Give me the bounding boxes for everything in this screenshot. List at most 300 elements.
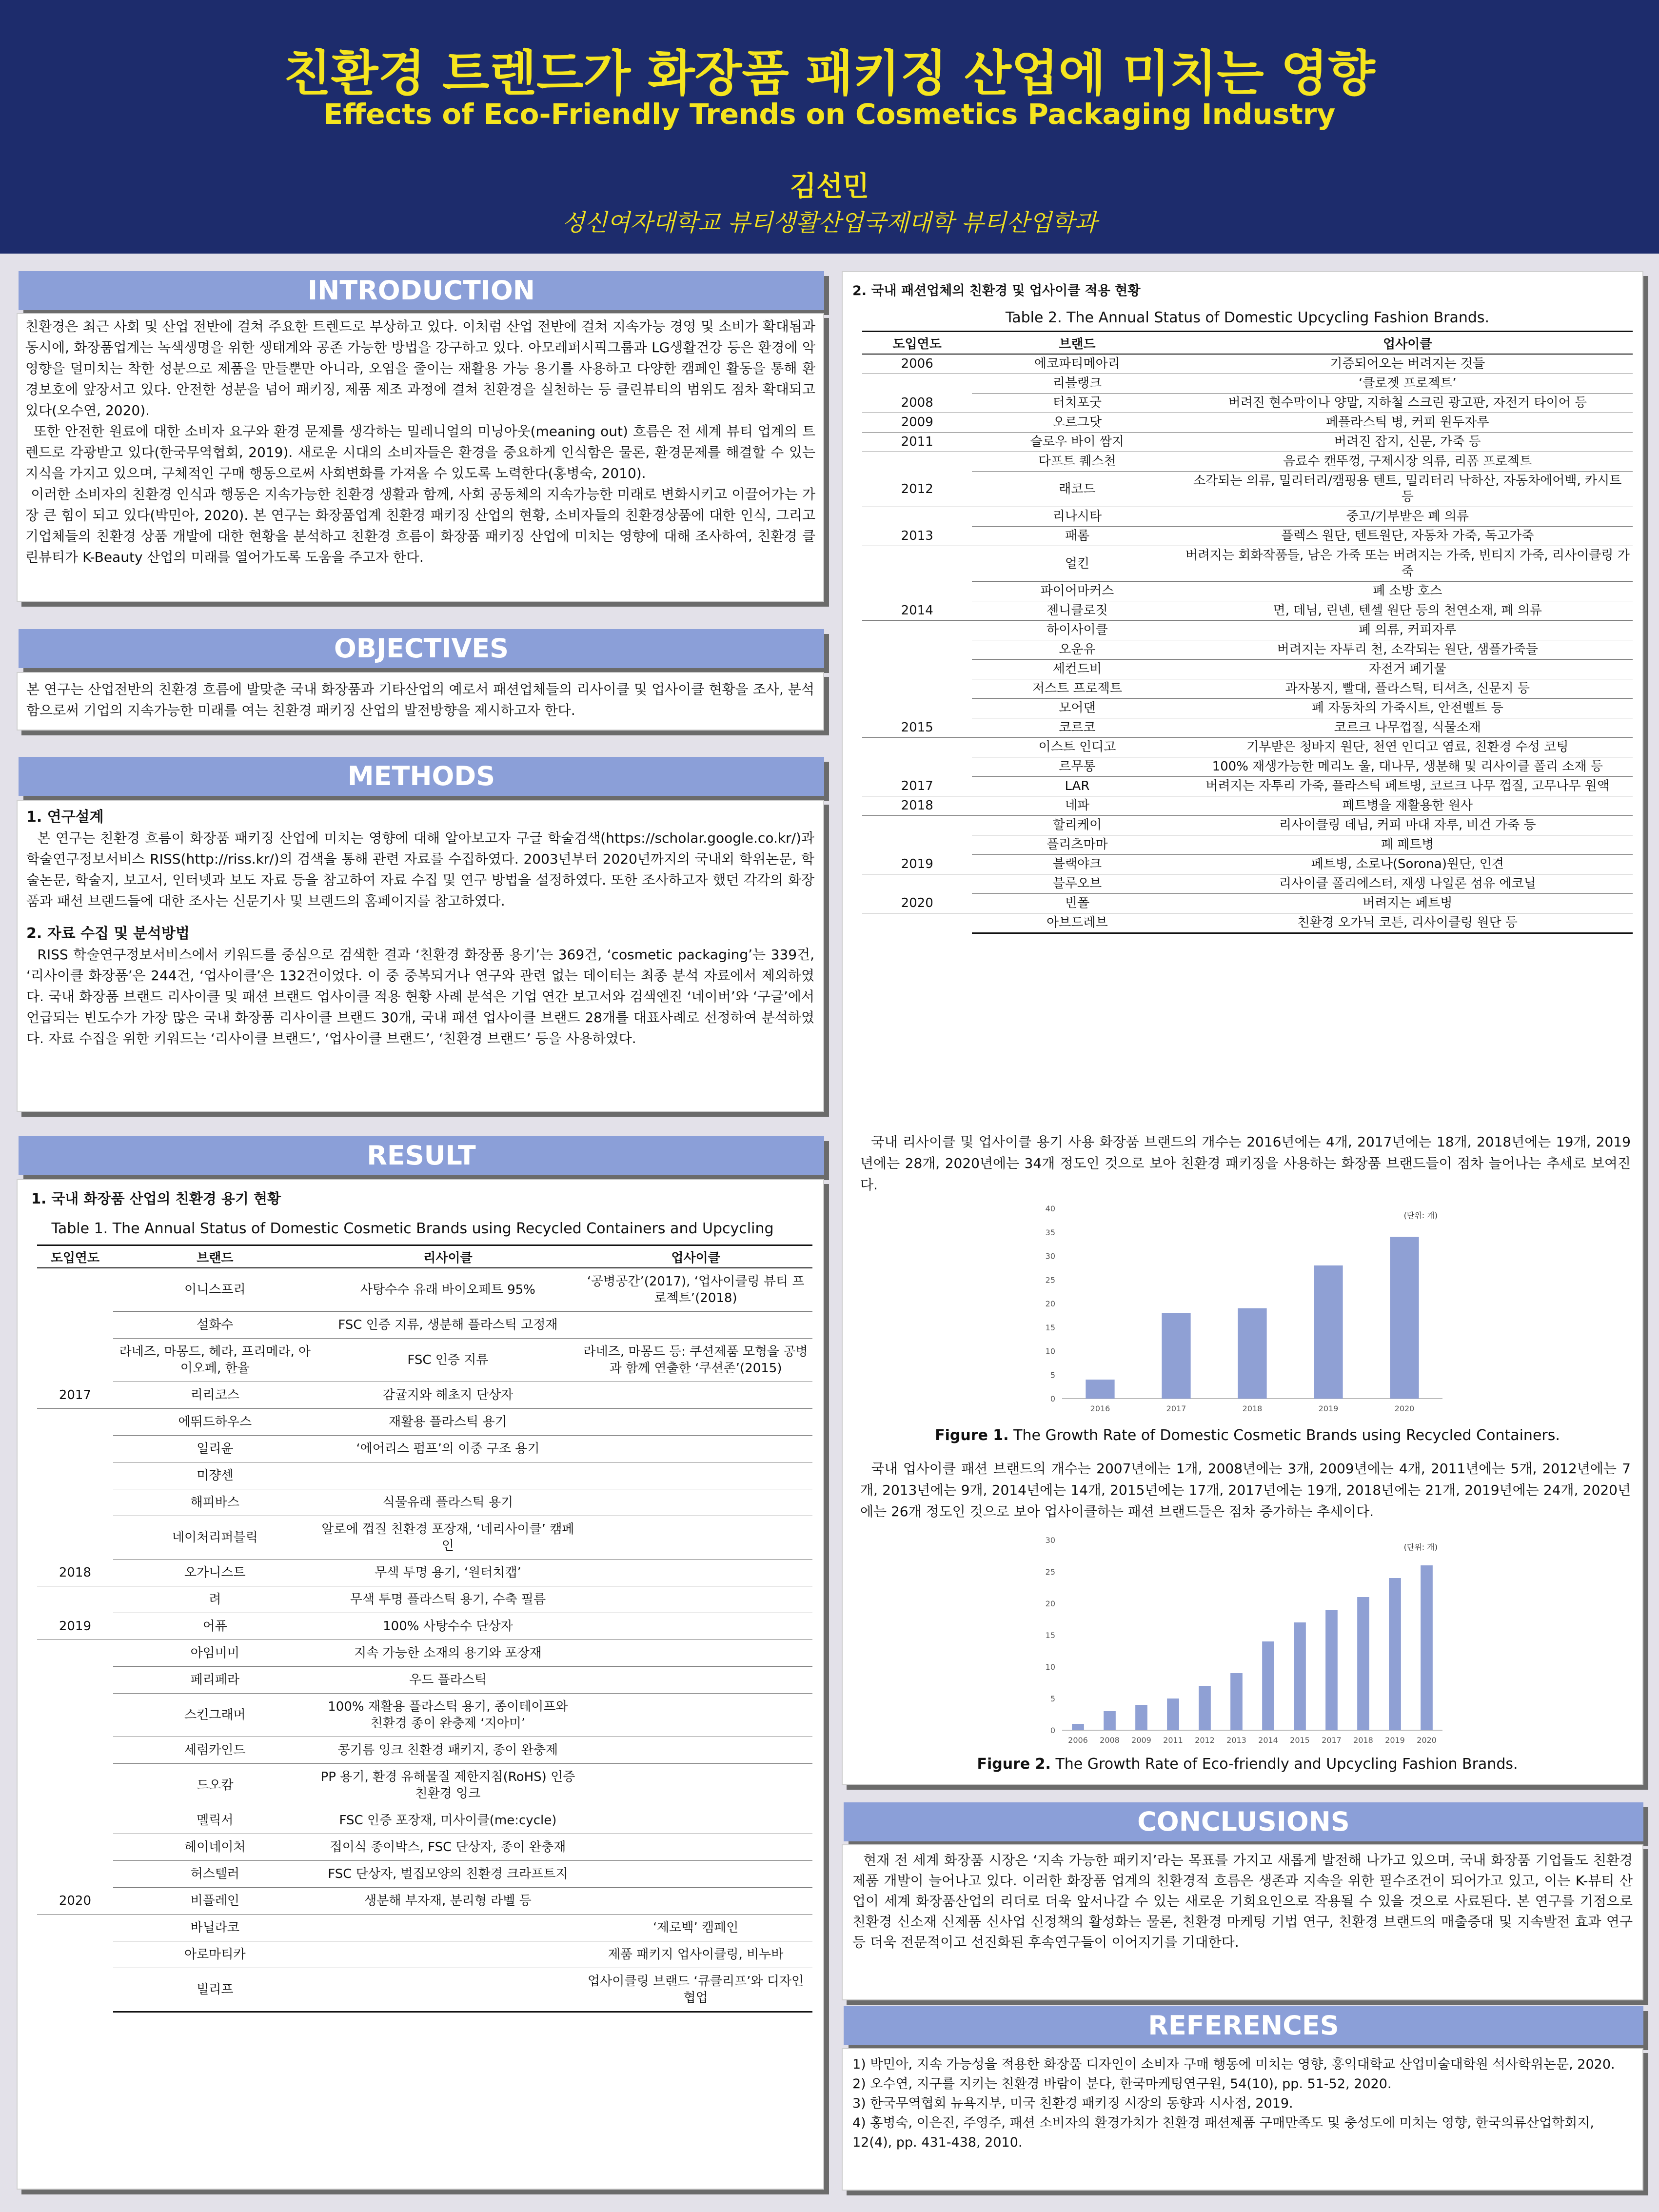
table2-cell: 버려지는 자투리 가죽, 플라스틱 페트병, 코르크 나무 껍질, 고무나무 원액 [1183,777,1633,796]
reference-item: 3) 한국무역협회 뉴욕지부, 미국 친환경 패키징 시장의 동향과 시사점, 2019. [852,2096,1293,2111]
table1-cell: 생분해 부자재, 분리형 라벨 등 [317,1888,579,1915]
table2-cell: 폐 자동차의 가죽시트, 안전벨트 등 [1183,699,1633,718]
table1-cell: 어퓨 [113,1613,317,1640]
table1-caption: Table 1. The Annual Status of Domestic Cosmetic Brands using Recycled Containers and Upcycling [51,1220,774,1237]
table1-cell: 바닐라코 [113,1915,317,1941]
table2-cell: 2020 [862,894,972,913]
table2-cell [862,507,972,527]
result-title: RESULT [19,1136,824,1175]
unit-label: (단위: 개) [1403,1211,1438,1220]
affiliation: 성신여자대학교 뷰티생활산업국제대학 뷰티산업학과 [562,209,1097,237]
table1-cell [579,1640,812,1667]
table-row [37,1888,812,1915]
table1-cell: 드오캄 [113,1764,317,1807]
x-tick-label: 2006 [1068,1736,1088,1745]
table1-cell [317,1915,579,1941]
table1-cell: 설화수 [113,1312,317,1339]
table2-cell: 2018 [862,796,972,816]
table1-cell [579,1613,812,1640]
table1-cell: 우드 플라스틱 [317,1667,579,1694]
table1-cell: ‘제로백’ 캠페인 [579,1915,812,1941]
table1-cell [37,1312,113,1339]
table2-cell: 블랙야크 [972,855,1182,874]
table1-cell: 2019 [37,1613,113,1640]
table2 [862,331,1633,934]
table1-cell: 제품 패키지 업사이클링, 비누바 [579,1941,812,1968]
table2-cell: 리나시타 [972,507,1182,527]
table1-cell: FSC 인증 지류, 생분해 플라스틱 고정재 [317,1312,579,1339]
table2-cell: 2014 [862,601,972,621]
table-row [862,796,1633,816]
table1-cell [37,1640,113,1667]
bar-2015 [1294,1622,1306,1730]
references-list [852,2055,1633,2153]
table2-cell [862,757,972,777]
conclusions-title: CONCLUSIONS [844,1802,1643,1841]
table2-cell: 폐 소방 호스 [1183,582,1633,601]
table1-cell: 지속 가능한 소재의 용기와 포장재 [317,1640,579,1667]
table2-header-2: 업사이클 [1183,332,1633,355]
table1-cell: 2018 [37,1560,113,1586]
x-tick-label: 2020 [1417,1736,1437,1745]
introduction-box [17,313,824,602]
table-row [37,1941,812,1968]
table1-cell: PP 용기, 환경 유해물질 제한지침(RoHS) 인증 친환경 잉크 [317,1764,579,1807]
x-tick-label: 2018 [1353,1736,1373,1745]
x-tick-label: 2016 [1090,1404,1110,1413]
table2-cell: 2012 [862,472,972,507]
table2-cell: 패롬 [972,527,1182,546]
table1-cell [579,1834,812,1861]
table1-header-2: 리사이클 [317,1245,579,1268]
figure2-description: 국내 업사이클 패션 브랜드의 개수는 2007년에는 1개, 2008년에는 3개, 2009년에는 4개, 2011년에는 5개, 2012년에는 7개, 2013년에는 9개, 2014년에는 14개, 2015년에는 17개, 2017년에는 19개, 2018년에는 21개, 2019년에는 24개, 2020년에는 26개 정도인 것으로 보아 업사이클하는 패션 브랜드들은 점차 증가하는 추세이다. [860,1461,1631,1520]
table2-caption: Table 2. The Annual Status of Domestic Upcycling Fashion Brands. [1005,309,1490,326]
table1-cell [37,1268,113,1312]
fashion-result-box [842,271,1643,1785]
y-tick-label: 40 [1045,1204,1055,1213]
table1-cell [37,1807,113,1834]
bar-2013 [1230,1673,1243,1730]
table2-cell: 네파 [972,796,1182,816]
bar-2020 [1421,1565,1433,1730]
intro-paragraph-3: 이러한 소비자의 친환경 인식과 행동은 지속가능한 친환경 생활과 함께, 사회 공동체의 지속가능한 미래로 변화시키고 이끌어가는 가장 큰 힘이 되고 있다(박민아, 2020). 본 연구는 화장품업계 친환경 패키징 산업의 현황, 소비자들의 친환경상품에 대한 인식, 그리고 기업체들의 친환경 상품 개발에 대한 현황을 분석하고 친환경 흐름이 화장품 패키징 산업에 미치는 영향에 대해 조사하여, 친환경 클린뷰티가 K-Beauty 산업의 미래를 열어가도록 도움을 주고자 한다. [25,486,815,565]
table2-cell: 버려지는 회화작품들, 남은 가죽 또는 버려지는 가죽, 빈티지 가죽, 리사이클링 가죽 [1183,546,1633,582]
table2-cell: 친환경 오가닉 코튼, 리사이클링 원단 등 [1183,913,1633,933]
table2-cell: 리사이클 폴리에스터, 재생 나일론 섬유 에코닐 [1183,874,1633,894]
table-row [37,1613,812,1640]
table1-cell [579,1462,812,1489]
y-tick-label: 0 [1050,1726,1055,1735]
table-row [37,1560,812,1586]
bar-2019 [1314,1265,1343,1399]
table1-cell [37,1834,113,1861]
table1-header-1: 브랜드 [113,1245,317,1268]
table1-cell: 세럼카인드 [113,1737,317,1764]
x-tick-label: 2017 [1322,1736,1342,1745]
table-row [37,1382,812,1409]
table1-cell: 해피바스 [113,1489,317,1516]
table1-cell: 사탕수수 유래 바이오페트 95% [317,1268,579,1312]
table2-cell: 빈폴 [972,894,1182,913]
bar-2018 [1238,1308,1266,1399]
y-tick-label: 20 [1045,1599,1055,1608]
table1-cell: 100% 사탕수수 단상자 [317,1613,579,1640]
table-row [37,1694,812,1737]
table2-cell: 과자봉지, 빨대, 플라스틱, 티셔츠, 신문지 등 [1183,679,1633,699]
x-tick-label: 2012 [1195,1736,1215,1745]
figure2-label: Figure 2. [977,1756,1051,1773]
table2-cell: 중고/기부받은 폐 의류 [1183,507,1633,527]
table2-cell: 버려지는 자투리 천, 소각되는 원단, 샘플가죽들 [1183,640,1633,660]
table2-cell: 버려지는 페트병 [1183,894,1633,913]
table1-cell: 아로마티카 [113,1941,317,1968]
y-tick-label: 20 [1045,1299,1055,1308]
bar-2018 [1357,1597,1369,1730]
methods-paragraph-2: RISS 학술연구정보서비스에서 키워드를 중심으로 검색한 결과 ‘친환경 화장품 용기’는 369건, ‘cosmetic packaging’는 339건, ‘리사이클 화장품’은 244건, ‘업사이클’은 132건이었다. 이 중 중복되거나 연구와 관련 없는 데이터는 최종 분석 자료에서 제외하였다. 국내 화장품 브랜드 리사이클 및 패션 브랜드 업사이클 적용 현황 사례 분석은 기업 연간 보고서와 검색엔진 ‘네이버’와 ‘구글’에서 언급되는 빈도수가 가장 많은 국내 화장품 리사이클 브랜드 30개, 국내 패션 업사이클 브랜드 28개를 대표사례로 선정하여 분석하였다. 자료 수집을 위한 키워드는 ‘리사이클 브랜드’, ‘업사이클 브랜드’, ‘친환경 브랜드’ 등을 사용하였다. [26,947,814,1047]
table2-cell: 다프트 퀘스천 [972,452,1182,472]
table1-cell: 알로에 껍질 친환경 포장재, ‘네리사이클’ 캠페인 [317,1516,579,1560]
table-row [862,394,1633,413]
table1-cell [37,1462,113,1489]
table1-cell: 식물유래 플라스틱 용기 [317,1489,579,1516]
table1-cell [579,1694,812,1737]
table2-cell [862,679,972,699]
table-row [862,913,1633,933]
x-tick-label: 2019 [1318,1404,1339,1413]
table-row [862,621,1633,640]
table2-cell [862,816,972,835]
objectives-text: 본 연구는 산업전반의 친환경 흐름에 발맞춘 국내 화장품과 기타산업의 예로서 패션업체들의 리사이클 및 업사이클 현황을 조사, 분석함으로써 기업의 지속가능한 미래를 여는 친환경 패키징 산업의 발전방향을 제시하고자 한다. [26,681,814,718]
table1-cell [37,1968,113,2012]
objectives-title: OBJECTIVES [19,629,824,668]
y-tick-label: 15 [1045,1631,1055,1640]
table-row [862,874,1633,894]
table1-cell [579,1667,812,1694]
table1-cell [579,1436,812,1462]
table2-cell: 폐 페트병 [1183,835,1633,855]
table1-cell: FSC 인증 지류 [317,1339,579,1382]
table-row [862,601,1633,621]
result-box [17,1179,824,2190]
table1-cell [37,1941,113,1968]
table-row [862,433,1633,452]
table-row [862,527,1633,546]
table1-cell: 감귤지와 해초지 단상자 [317,1382,579,1409]
table1-cell [579,1861,812,1888]
table1-cell: 업사이클링 브랜드 ‘큐클리프’와 디자인 협업 [579,1968,812,2012]
methods-box [17,800,824,1112]
table-row [862,660,1633,679]
table-row [37,1737,812,1764]
table-row [862,546,1633,582]
bar-2016 [1086,1380,1114,1399]
title-english: Effects of Eco-Friendly Trends on Cosmetics Packaging Industry [323,98,1336,131]
y-tick-label: 0 [1050,1394,1055,1403]
table1-cell [37,1694,113,1737]
table-row [862,507,1633,527]
methods-title: METHODS [19,757,824,796]
table2-cell: 코르크 나무껍질, 식물소재 [1183,718,1633,738]
table-row [862,855,1633,874]
table1-cell: 리리코스 [113,1382,317,1409]
table1-cell: 무색 투명 플라스틱 용기, 수축 필름 [317,1586,579,1613]
table2-cell [862,913,972,933]
x-tick-label: 2018 [1242,1404,1263,1413]
table1-cell: 스킨그래머 [113,1694,317,1737]
x-tick-label: 2014 [1258,1736,1278,1745]
intro-paragraph-1: 친환경은 최근 사회 및 산업 전반에 걸쳐 주요한 트렌드로 부상하고 있다. 이처럼 산업 전반에 걸쳐 지속가능 경영 및 소비가 확대됨과 동시에, 화장품업계는 녹색생명을 위한 생태계와 공존 가능한 방법을 강구하고 있다. 아모레퍼시픽그룹과 LG생활건강 등은 환경에 악영향을 덜미치는 착한 성분으로 제품을 만들뿐만 아니라, 오염을 줄이는 재활용 가능 용기를 사용하고 다양한 캠페인 활동을 통해 환경보호에 앞장서고 있다. 안전한 성분을 넘어 패키징, 제품 제조 과정에 결쳐 친환경을 실천하는 등 클린뷰티의 범위도 점차 확대되고 있다(오수연, 2020). [25,318,815,418]
table1-cell: 이니스프리 [113,1268,317,1312]
table2-cell [862,582,972,601]
table-row [862,816,1633,835]
table-row [862,699,1633,718]
table-row [862,835,1633,855]
table-row [37,1312,812,1339]
table2-cell: 플렉스 원단, 텐트원단, 자동차 가죽, 독고가죽 [1183,527,1633,546]
methods-text [26,807,814,1049]
table2-cell [862,621,972,640]
table-row [37,1462,812,1489]
table1-cell [317,1462,579,1489]
table-row [862,894,1633,913]
table-row [37,1807,812,1834]
table2-cell: ‘클로젯 프로젝트’ [1183,374,1633,394]
table2-cell: 파이어마커스 [972,582,1182,601]
table-row [37,1834,812,1861]
x-tick-label: 2015 [1290,1736,1310,1745]
x-tick-label: 2013 [1226,1736,1246,1745]
table2-cell: 100% 재생가능한 메리노 울, 대나무, 생분해 및 리사이클 폴리 소재 등 [1183,757,1633,777]
table-row [37,1968,812,2012]
table2-cell: 르무통 [972,757,1182,777]
table1-cell [579,1888,812,1915]
y-tick-label: 5 [1050,1370,1055,1380]
table1-cell [37,1339,113,1382]
author-name: 김선민 [790,171,869,202]
table2-cell: 페트병, 소로나(Sorona)원단, 인견 [1183,855,1633,874]
table2-cell: 래코드 [972,472,1182,507]
table1-cell: 라네즈, 마몽드, 헤라, 프리메라, 아이오페, 한율 [113,1339,317,1382]
table1-cell [579,1737,812,1764]
table2-cell: 2008 [862,394,972,413]
methods-heading-2: 2. 자료 수집 및 분석방법 [26,925,190,942]
figure1-bar-chart [1028,1199,1457,1423]
table1-cell: ‘에어리스 펌프’의 이중 구조 용기 [317,1436,579,1462]
table2-cell: 세컨드비 [972,660,1182,679]
table-row [37,1915,812,1941]
table-row [37,1489,812,1516]
table1-cell [37,1489,113,1516]
table2-cell: 음료수 캔뚜껑, 구제시장 의류, 리폼 프로젝트 [1183,452,1633,472]
table1-cell [317,1968,579,2012]
table1-cell: ‘공병공간’(2017), ‘업사이클링 뷰티 프로젝트’(2018) [579,1268,812,1312]
y-tick-label: 25 [1045,1275,1055,1285]
table2-cell: 버려진 잡지, 신문, 가죽 등 [1183,433,1633,452]
y-tick-label: 15 [1045,1323,1055,1332]
table2-cell [862,374,972,394]
table2-cell: 블루오브 [972,874,1182,894]
table-row [862,718,1633,738]
bar-2009 [1135,1705,1147,1730]
table2-cell: 이스트 인디고 [972,738,1182,757]
table1-cell: 비플레인 [113,1888,317,1915]
table2-cell [862,546,972,582]
table1-cell [579,1312,812,1339]
table-row [862,354,1633,374]
table1-cell [579,1764,812,1807]
table1-cell [579,1586,812,1613]
table1-cell [37,1861,113,1888]
bar-2017 [1325,1610,1338,1730]
table1-cell [317,1941,579,1968]
table-row [37,1409,812,1436]
table1-cell [37,1764,113,1807]
x-tick-label: 2011 [1163,1736,1183,1745]
unit-label: (단위: 개) [1403,1542,1438,1552]
table-row [862,452,1633,472]
reference-item: 1) 박민아, 지속 가능성을 적용한 화장품 디자인이 소비자 구매 행동에 미치는 영향, 홍익대학교 산업미술대학원 석사학위논문, 2020. [852,2057,1615,2072]
figure1-caption-text: The Growth Rate of Domestic Cosmetic Brands using Recycled Containers. [1013,1427,1560,1444]
objectives-box [17,672,824,731]
table-row [862,582,1633,601]
table1-cell: 콩기름 잉크 친환경 패키지, 종이 완충제 [317,1737,579,1764]
table1-header-0: 도입연도 [37,1245,113,1268]
table1-cell: 2020 [37,1888,113,1915]
table2-cell [862,452,972,472]
table1-cell: 멜릭서 [113,1807,317,1834]
x-tick-label: 2020 [1394,1404,1415,1413]
table2-cell: 버려진 현수막이나 양말, 지하철 스크린 광고판, 자전거 타이어 등 [1183,394,1633,413]
table1-cell [37,1409,113,1436]
bar-2012 [1199,1686,1211,1730]
table1-cell: 에뛰드하우스 [113,1409,317,1436]
bar-2014 [1262,1641,1274,1730]
title-korean: 친환경 트렌드가 화장품 패키징 산업에 미치는 영향 [284,45,1375,102]
table1-cell [37,1915,113,1941]
table-row [862,640,1633,660]
table1-cell [579,1560,812,1586]
methods-paragraph-1: 본 연구는 친환경 흐름이 화장품 패키징 산업에 미치는 영향에 대해 알아보고자 구글 학술검색(https://scholar.google.co.kr/)과 학술연구정보서비스 RISS(http://riss.kr/)의 검색을 통해 관련 자료를 수집하였다. 2003년부터 2020년까지의 국내외 학위논문, 학술논문, 학술지, 보고서, 인터넷과 보도 자료 등을 참고하여 자료 수집 및 연구 방법을 설정하였다. 또한 조사하고자 했던 각각의 화장품과 패션 브랜드들에 대한 조사는 신문기사 및 브랜드의 홈페이지를 참고하였다. [26,830,814,909]
table2-cell: 오르그닷 [972,413,1182,433]
table2-header-0: 도입연도 [862,332,972,355]
y-tick-label: 30 [1045,1536,1055,1545]
table-row [862,413,1633,433]
x-tick-label: 2017 [1166,1404,1186,1413]
table2-cell [862,835,972,855]
intro-paragraph-2: 또한 안전한 원료에 대한 소비자 요구와 환경 문제를 생각하는 밀레니얼의 미닝아웃(meaning out) 흐름은 전 세계 뷰티 업계의 트렌드로 각광받고 있다(한국무역협회, 2019). 새로운 시대의 소비자들은 환경을 중요하게 인식함은 물론, 환경문제를 해결할 수 있는 지식을 가지고 있으며, 구체적인 구매 행동으로써 사회변화를 가져올 수 있도록 노력한다(홍병숙, 2010). [25,423,815,481]
table1-cell [579,1807,812,1834]
table-row [862,679,1633,699]
y-tick-label: 10 [1045,1662,1055,1672]
bar-2006 [1072,1724,1084,1730]
table2-cell: 터치포굿 [972,394,1182,413]
table2-cell [862,699,972,718]
table1-cell: 페리페라 [113,1667,317,1694]
table2-cell: 2017 [862,777,972,796]
table2-cell [862,738,972,757]
table2-cell: 2006 [862,354,972,374]
table-row [37,1436,812,1462]
references-title: REFERENCES [844,2006,1643,2045]
table2-cell: 리사이클링 데님, 커피 마대 자루, 비건 가죽 등 [1183,816,1633,835]
table1-cell [37,1436,113,1462]
x-tick-label: 2008 [1100,1736,1120,1745]
table-row [37,1268,812,1312]
table2-cell: 기부받은 청바지 원단, 천연 인디고 염료, 친환경 수성 코팅 [1183,738,1633,757]
table-row [37,1861,812,1888]
table2-cell [862,874,972,894]
table2-cell: 2015 [862,718,972,738]
table2-cell: 모어댄 [972,699,1182,718]
table1-cell: 라네즈, 마몽드 등: 쿠션제품 모형을 공병과 함께 연출한 ‘쿠션존’(2015) [579,1339,812,1382]
table2-cell: 페플라스틱 병, 커피 원두자루 [1183,413,1633,433]
table-row [862,738,1633,757]
methods-heading-1: 1. 연구설계 [26,809,104,826]
figure1-description: 국내 리사이클 및 업사이클 용기 사용 화장품 브랜드의 개수는 2016년에는 4개, 2017년에는 18개, 2018년에는 19개, 2019년에는 28개, 2020년에는 34개 정도인 것으로 보아 친환경 패키징을 사용하는 화장품 브랜드들이 점차 늘어나는 추세로 보여진다. [860,1134,1631,1193]
table2-cell: 하이사이클 [972,621,1182,640]
y-tick-label: 5 [1050,1694,1055,1703]
table1-cell [579,1516,812,1560]
y-tick-label: 25 [1045,1567,1055,1577]
table2-cell: 2011 [862,433,972,452]
table2-cell: 오운유 [972,640,1182,660]
table1-cell [579,1409,812,1436]
bar-2020 [1390,1237,1419,1399]
table1-cell: 2017 [37,1382,113,1409]
introduction-title: INTRODUCTION [19,271,824,310]
table2-cell: 소각되는 의류, 밀리터리/캠핑용 텐트, 밀리터리 낙하산, 자동차에어백, 카시트 등 [1183,472,1633,507]
table2-cell: 저스트 프로젝트 [972,679,1182,699]
table-row [37,1586,812,1613]
table1-cell [37,1516,113,1560]
table2-cell: 자전거 폐기물 [1183,660,1633,679]
table2-cell [862,640,972,660]
figure2-caption-text: The Growth Rate of Eco-friendly and Upcycling Fashion Brands. [1055,1756,1518,1773]
reference-item: 2) 오수연, 지구를 지키는 친환경 바람이 분다, 한국마케팅연구원, 54(10), pp. 51-52, 2020. [852,2076,1392,2092]
table-row [37,1667,812,1694]
table-row [862,374,1633,394]
x-tick-label: 2009 [1131,1736,1151,1745]
table2-cell: 플리츠마마 [972,835,1182,855]
bar-2008 [1104,1711,1116,1730]
y-tick-label: 10 [1045,1346,1055,1356]
table1-cell [579,1489,812,1516]
table2-cell: 폐 의류, 커피자루 [1183,621,1633,640]
table2-cell: 기증되어오는 버려지는 것들 [1183,354,1633,374]
table1-cell: FSC 인증 포장재, 미사이클(me:cycle) [317,1807,579,1834]
table2-cell: 젠니클로짓 [972,601,1182,621]
table2-cell [862,660,972,679]
introduction-text [25,316,815,568]
table-row [862,777,1633,796]
figure2-caption [862,1756,1633,1773]
table2-cell: 코르코 [972,718,1182,738]
y-tick-label: 35 [1045,1227,1055,1237]
table1-cell: 100% 재활용 플라스틱 용기, 종이테이프와 친환경 종이 완충제 ‘지아미’ [317,1694,579,1737]
table-row [37,1640,812,1667]
conclusions-text: 현재 전 세계 화장품 시장은 ‘지속 가능한 패키지’라는 목표를 가지고 새롭게 발전해 나가고 있으며, 국내 화장품 기업들도 친환경 제품 개발이 늘어나고 있다. 이러한 화장품 업계의 친환경적 흐름은 생존과 지속을 위한 필수조건이 되어가고 있고, 이는 K-뷰티 산업이 세계 화장품산업의 리더로 더욱 앞서나갈 수 있는 새로운 기회요인으로 작용될 수 있을 것으로 사료된다. 본 연구를 기점으로 친환경 신소재 신제품 신사업 신정책의 활성화는 물론, 친환경 마케팅 기법 연구, 친환경 브랜드의 매출증대 및 지속발전 효과 연구 등 더욱 전문적이고 선진화된 후속연구들이 이어지기를 기대한다. [852,1852,1633,1950]
table1-header-3: 업사이클 [579,1245,812,1268]
table-row [37,1516,812,1560]
table1-cell: 접이식 종이박스, FSC 단상자, 종이 완충재 [317,1834,579,1861]
x-tick-label: 2019 [1385,1736,1405,1745]
table2-cell: 면, 데님, 린넨, 텐셀 원단 등의 천연소재, 폐 의류 [1183,601,1633,621]
table2-cell: 리블랭크 [972,374,1182,394]
result-heading-1: 1. 국내 화장품 산업의 친환경 용기 현황 [31,1190,281,1207]
table2-cell: 아브드레브 [972,913,1182,933]
figure1-caption [862,1427,1633,1444]
table1-cell: 재활용 플라스틱 용기 [317,1409,579,1436]
